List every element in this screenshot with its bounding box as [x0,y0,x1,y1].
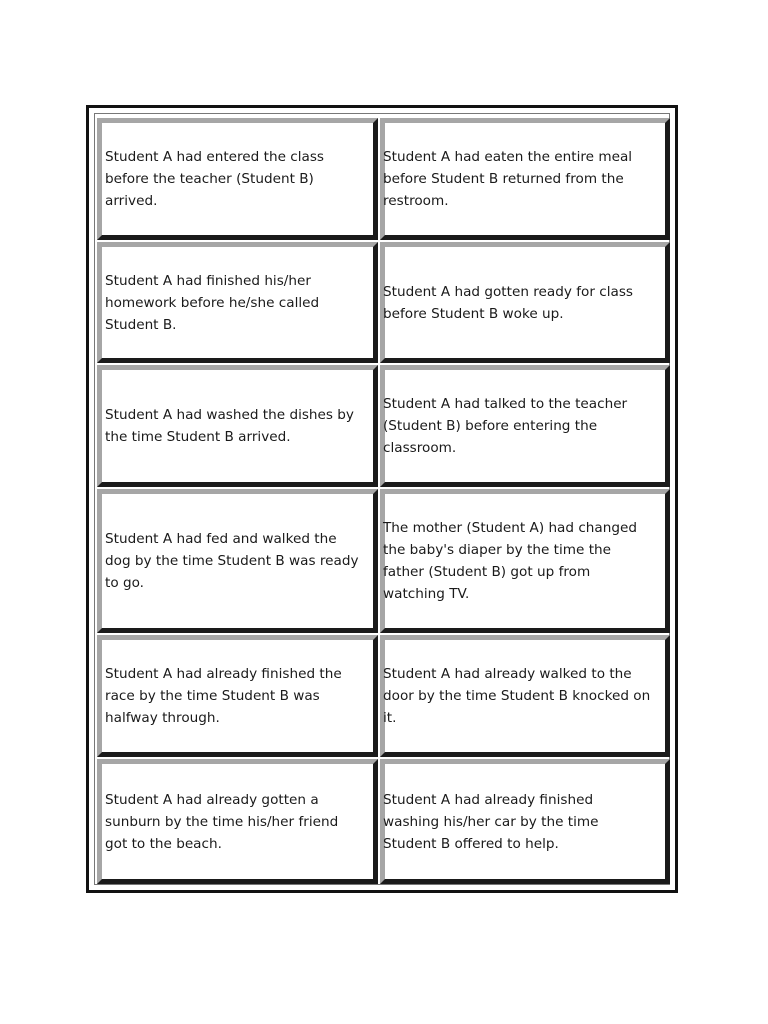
card-text: Student A had washed the dishes by the time Student B arrived. [105,407,354,445]
card-right-1 [380,118,670,240]
card-right-5 [380,635,670,757]
card-text: Student A had already finished washing his/her car by the time Student B offered to help. [383,791,599,852]
card-text: Student A had gotten ready for class before Student B woke up. [383,283,633,322]
card-text: Student A had eaten the entire meal before Student B returned from the restroom. [383,149,633,209]
card-text: The mother (Student A) had changed the baby's diaper by the time the father (Student B) got up from watching TV. [383,520,637,602]
card-text: Student A had already gotten a sunburn by the time his/her friend got to the beach. [105,791,339,852]
card-text: Student A had talked to the teacher (Student B) before entering the classroom. [383,396,628,456]
card-text: Student A had already walked to the door by the time Student B knocked on it. [383,666,651,726]
card-left-3 [97,365,378,487]
card-left-2 [97,242,378,363]
card-text: Student A had already finished the race by the time Student B was halfway through. [105,666,342,726]
card-right-6 [380,759,670,884]
card-left-1 [97,118,378,240]
card-right-2 [380,242,670,363]
card-sheet [86,105,678,893]
card-text: Student A had entered the class before the teacher (Student B) arrived. [105,149,324,209]
card-right-4 [380,489,670,633]
card-right-3 [380,365,670,487]
card-text: Student A had finished his/her homework before he/she called Student B. [105,272,320,333]
card-left-4 [97,489,378,633]
card-left-5 [97,635,378,757]
card-left-6 [97,759,378,884]
card-text: Student A had fed and walked the dog by the time Student B was ready to go. [105,531,359,591]
